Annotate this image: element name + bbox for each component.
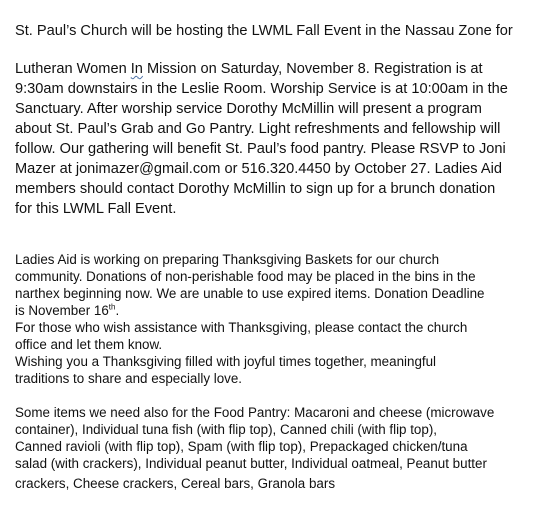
event-announcement-line: Sanctuary. After worship service Dorothy McMillin will present a program	[15, 101, 482, 117]
thanksgiving-notice-line: For those who wish assistance with Thanksgiving, please contact the church	[15, 320, 468, 335]
food-pantry-line: salad (with crackers), Individual peanut butter, Individual oatmeal, Peanut butter	[15, 456, 487, 471]
event-announcement-line: for this LWML Fall Event.	[15, 201, 177, 217]
ordinal-suffix: th	[108, 302, 116, 312]
food-pantry-line: Some items we need also for the Food Pantry: Macaroni and cheese (microwave	[15, 405, 495, 420]
text-segment: is November 16	[15, 303, 109, 318]
event-announcement-line: about St. Paul’s Grab and Go Pantry. Light refreshments and fellowship will	[15, 121, 501, 137]
event-announcement-line: members should contact Dorothy McMillin to sign up for a brunch donation	[15, 181, 496, 197]
event-announcement-line: follow. Our gathering will benefit St. Paul’s food pantry. Please RSVP to Joni	[15, 141, 506, 157]
thanksgiving-notice-line: community. Donations of non-perishable food may be placed in the bins in the	[15, 269, 476, 284]
text-segment: Lutheran Women	[15, 61, 131, 77]
text-segment: .	[115, 303, 120, 318]
text-segment: Mission on Saturday, November 8. Registration is at	[142, 61, 483, 77]
thanksgiving-notice-line	[15, 302, 119, 319]
event-announcement-line: Mazer at jonimazer@gmail.com or 516.320.4450 by October 27. Ladies Aid	[15, 161, 502, 177]
thanksgiving-notice-line: Ladies Aid is working on preparing Thanksgiving Baskets for our church	[15, 252, 440, 267]
spellcheck-flagged-word: In	[130, 61, 143, 77]
thanksgiving-notice-line: traditions to share and especially love.	[15, 371, 243, 386]
food-pantry-line: container), Individual tuna fish (with flip top), Canned chili (with flip top),	[15, 422, 438, 437]
thanksgiving-notice-line: narthex beginning now. We are unable to use expired items. Donation Deadline	[15, 286, 485, 301]
event-announcement-line: 9:30am downstairs in the Leslie Room. Worship Service is at 10:00am in the	[15, 81, 508, 97]
thanksgiving-notice-line: Wishing you a Thanksgiving filled with joyful times together, meaningful	[15, 354, 437, 369]
food-pantry-line: Canned ravioli (with flip top), Spam (with flip top), Prepackaged chicken/tuna	[15, 439, 468, 454]
thanksgiving-notice-line: office and let them know.	[15, 337, 163, 352]
event-announcement-line	[15, 59, 483, 79]
event-announcement-line: St. Paul’s Church will be hosting the LWML Fall Event in the Nassau Zone for	[15, 23, 513, 39]
food-pantry-line: crackers, Cheese crackers, Cereal bars, Granola bars	[15, 476, 336, 491]
